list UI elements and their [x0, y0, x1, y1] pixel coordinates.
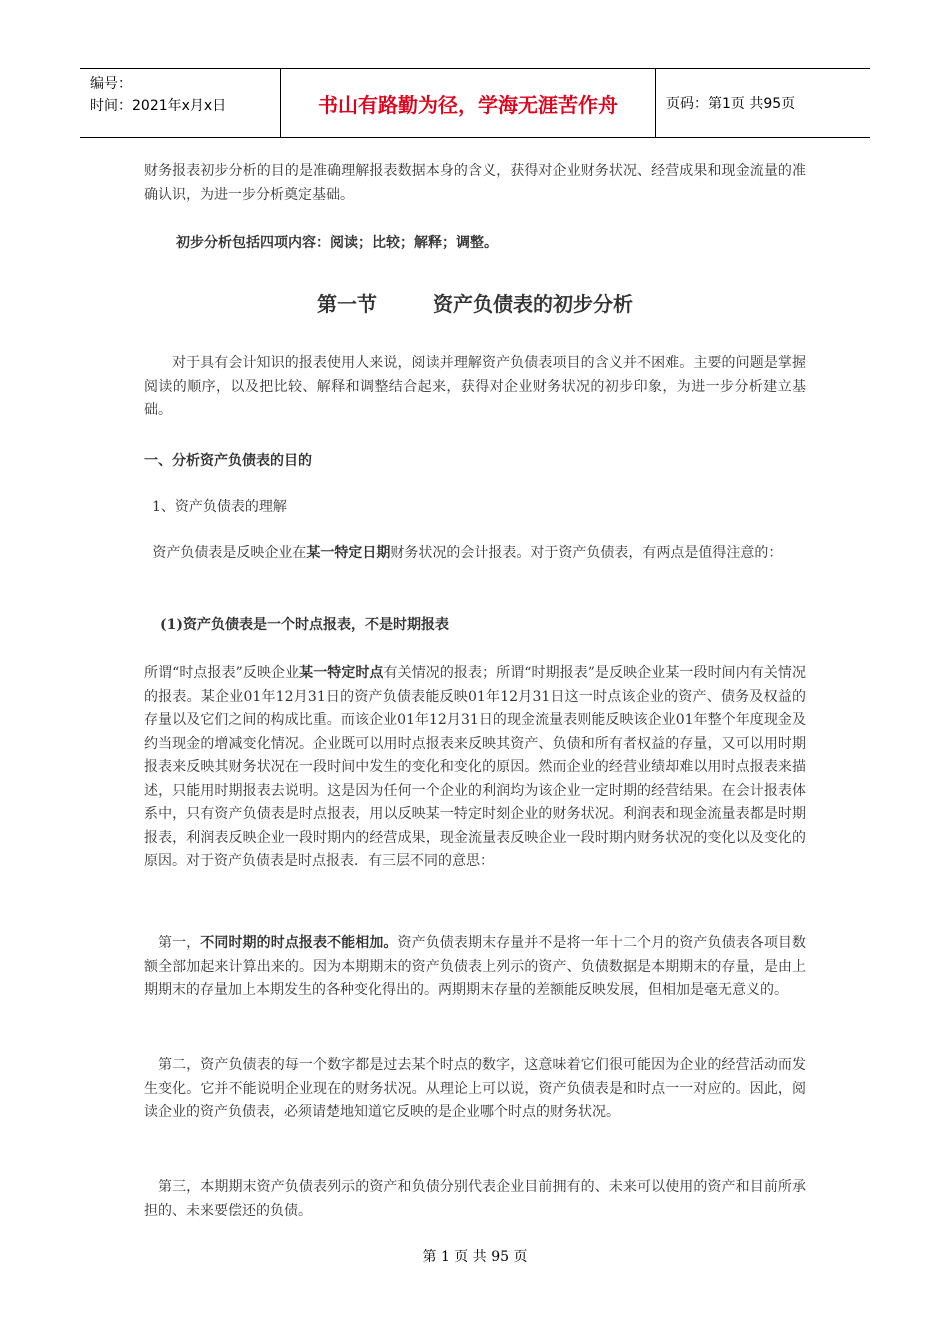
document-date-label: 时间：2021年x月x日 — [90, 98, 227, 114]
intro-contents-line: 初步分析包括四项内容：阅读；比较；解释；调整。 — [176, 235, 498, 251]
section-number: 第一节 — [317, 292, 377, 316]
header-meta — [80, 69, 281, 137]
intro-paragraph: 财务报表初步分析的目的是准确理解报表数据本身的含义，获得对企业财务状况、经营成果和现金流量的准确认识，为进一步分析奠定基础。 — [144, 163, 806, 203]
first-emphasis: 不同时期的时点报表不能相加。 — [200, 935, 398, 951]
first-label: 第一， — [158, 935, 201, 951]
page-header — [80, 68, 870, 138]
heading-understanding: 1、资产负债表的理解 — [152, 499, 287, 515]
heading-point-in-time: (1)资产负债表是一个时点报表，不是时期报表 — [160, 617, 449, 633]
definition-text-b: 财务状况的会计报表。对于资产负债表，有两点是值得注意的： — [390, 545, 783, 561]
third-meaning-paragraph: 第三，本期期末资产负债表列示的资产和负债分别代表企业目前拥有的、未来可以使用的资产和目前所承担的、未来要偿还的负债。 — [144, 1179, 806, 1219]
first-meaning-paragraph — [144, 932, 806, 1003]
definition-emphasis: 某一特定日期 — [306, 545, 391, 561]
heading-purpose: 一、分析资产负债表的目的 — [144, 453, 312, 469]
header-page-info: 页码：第1页 共95页 — [666, 96, 796, 112]
point-emphasis: 某一特定时点 — [299, 665, 384, 681]
section-title: 资产负债表的初步分析 — [433, 292, 633, 316]
point-text-a: 所谓“时点报表”反映企业 — [144, 665, 300, 681]
header-motto: 书山有路勤为径，学海无涯苦作舟 — [281, 69, 656, 137]
first-text: 资产负债表期末存量并不是将一年十二个月的资产负债表各项目数额全部加起来计算出来的。因为本期期末的资产负债表上列示的资产、负债数据是本期期末的存量，是由上期期末的存量加上本期发生的各种变化得出的。两期期末存量的差额能反映发展，但相加是毫无意义的。 — [144, 935, 807, 998]
point-in-time-paragraph — [144, 662, 806, 874]
balance-sheet-definition — [144, 542, 806, 566]
definition-text-a: 资产负债表是反映企业在 — [152, 545, 307, 561]
page-footer: 第 1 页 共 95 页 — [422, 1249, 528, 1265]
section-intro-paragraph: 对于具有会计知识的报表使用人来说，阅读并理解资产负债表项目的含义并不困难。主要的问题是掌握阅读的顺序，以及把比较、解释和调整结合起来，获得对企业财务状况的初步印象，为进一步分析建立基础。 — [144, 355, 806, 418]
document-number-label: 编号： — [90, 76, 132, 92]
second-meaning-paragraph: 第二，资产负债表的每一个数字都是过去某个时点的数字，这意味着它们很可能因为企业的经营活动而发生变化。它并不能说明企业现在的财务状况。从理论上可以说，资产负债表是和时点一一对应的。因此，阅读企业的资产负债表，必须请楚地知道它反映的是企业哪个时点的财务状况。 — [144, 1057, 806, 1120]
section-heading — [0, 288, 950, 317]
point-text-b: 有关情况的报表；所谓“时期报表”是反映企业某一段时间内有关情况的报表。某企业01年12月31日的资产负债表能反映01年12月31日这一时点该企业的资产、债务及权益的存量以及它们之间的构成比重。而该企业01年12月31日的现金流量表则能反映该企业01年整个年度现金及约当现金的增减变化情况。企业既可以用时点报表来反映其资产、负债和所有者权益的存量，又可以用时期报表来反映其财务状况在一段时间中发生的变化和变化的原因。然而企业的经营业绩却难以用时点报表来描述，只能用时期报表去说明。这是因为任何一个企业的利润均为该企业一定时期的经营结果。在会计报表体系中，只有资产负债表是时点报表，用以反映某一特定时刻企业的财务状况。利润表和现金流量表都是时期报表，利润表反映企业一段时期内的经营成果，现金流量表反映企业一段时期内财务状况的变化以及变化的原因。对于资产负债表是时点报表．有三层不同的意思： — [144, 665, 806, 869]
